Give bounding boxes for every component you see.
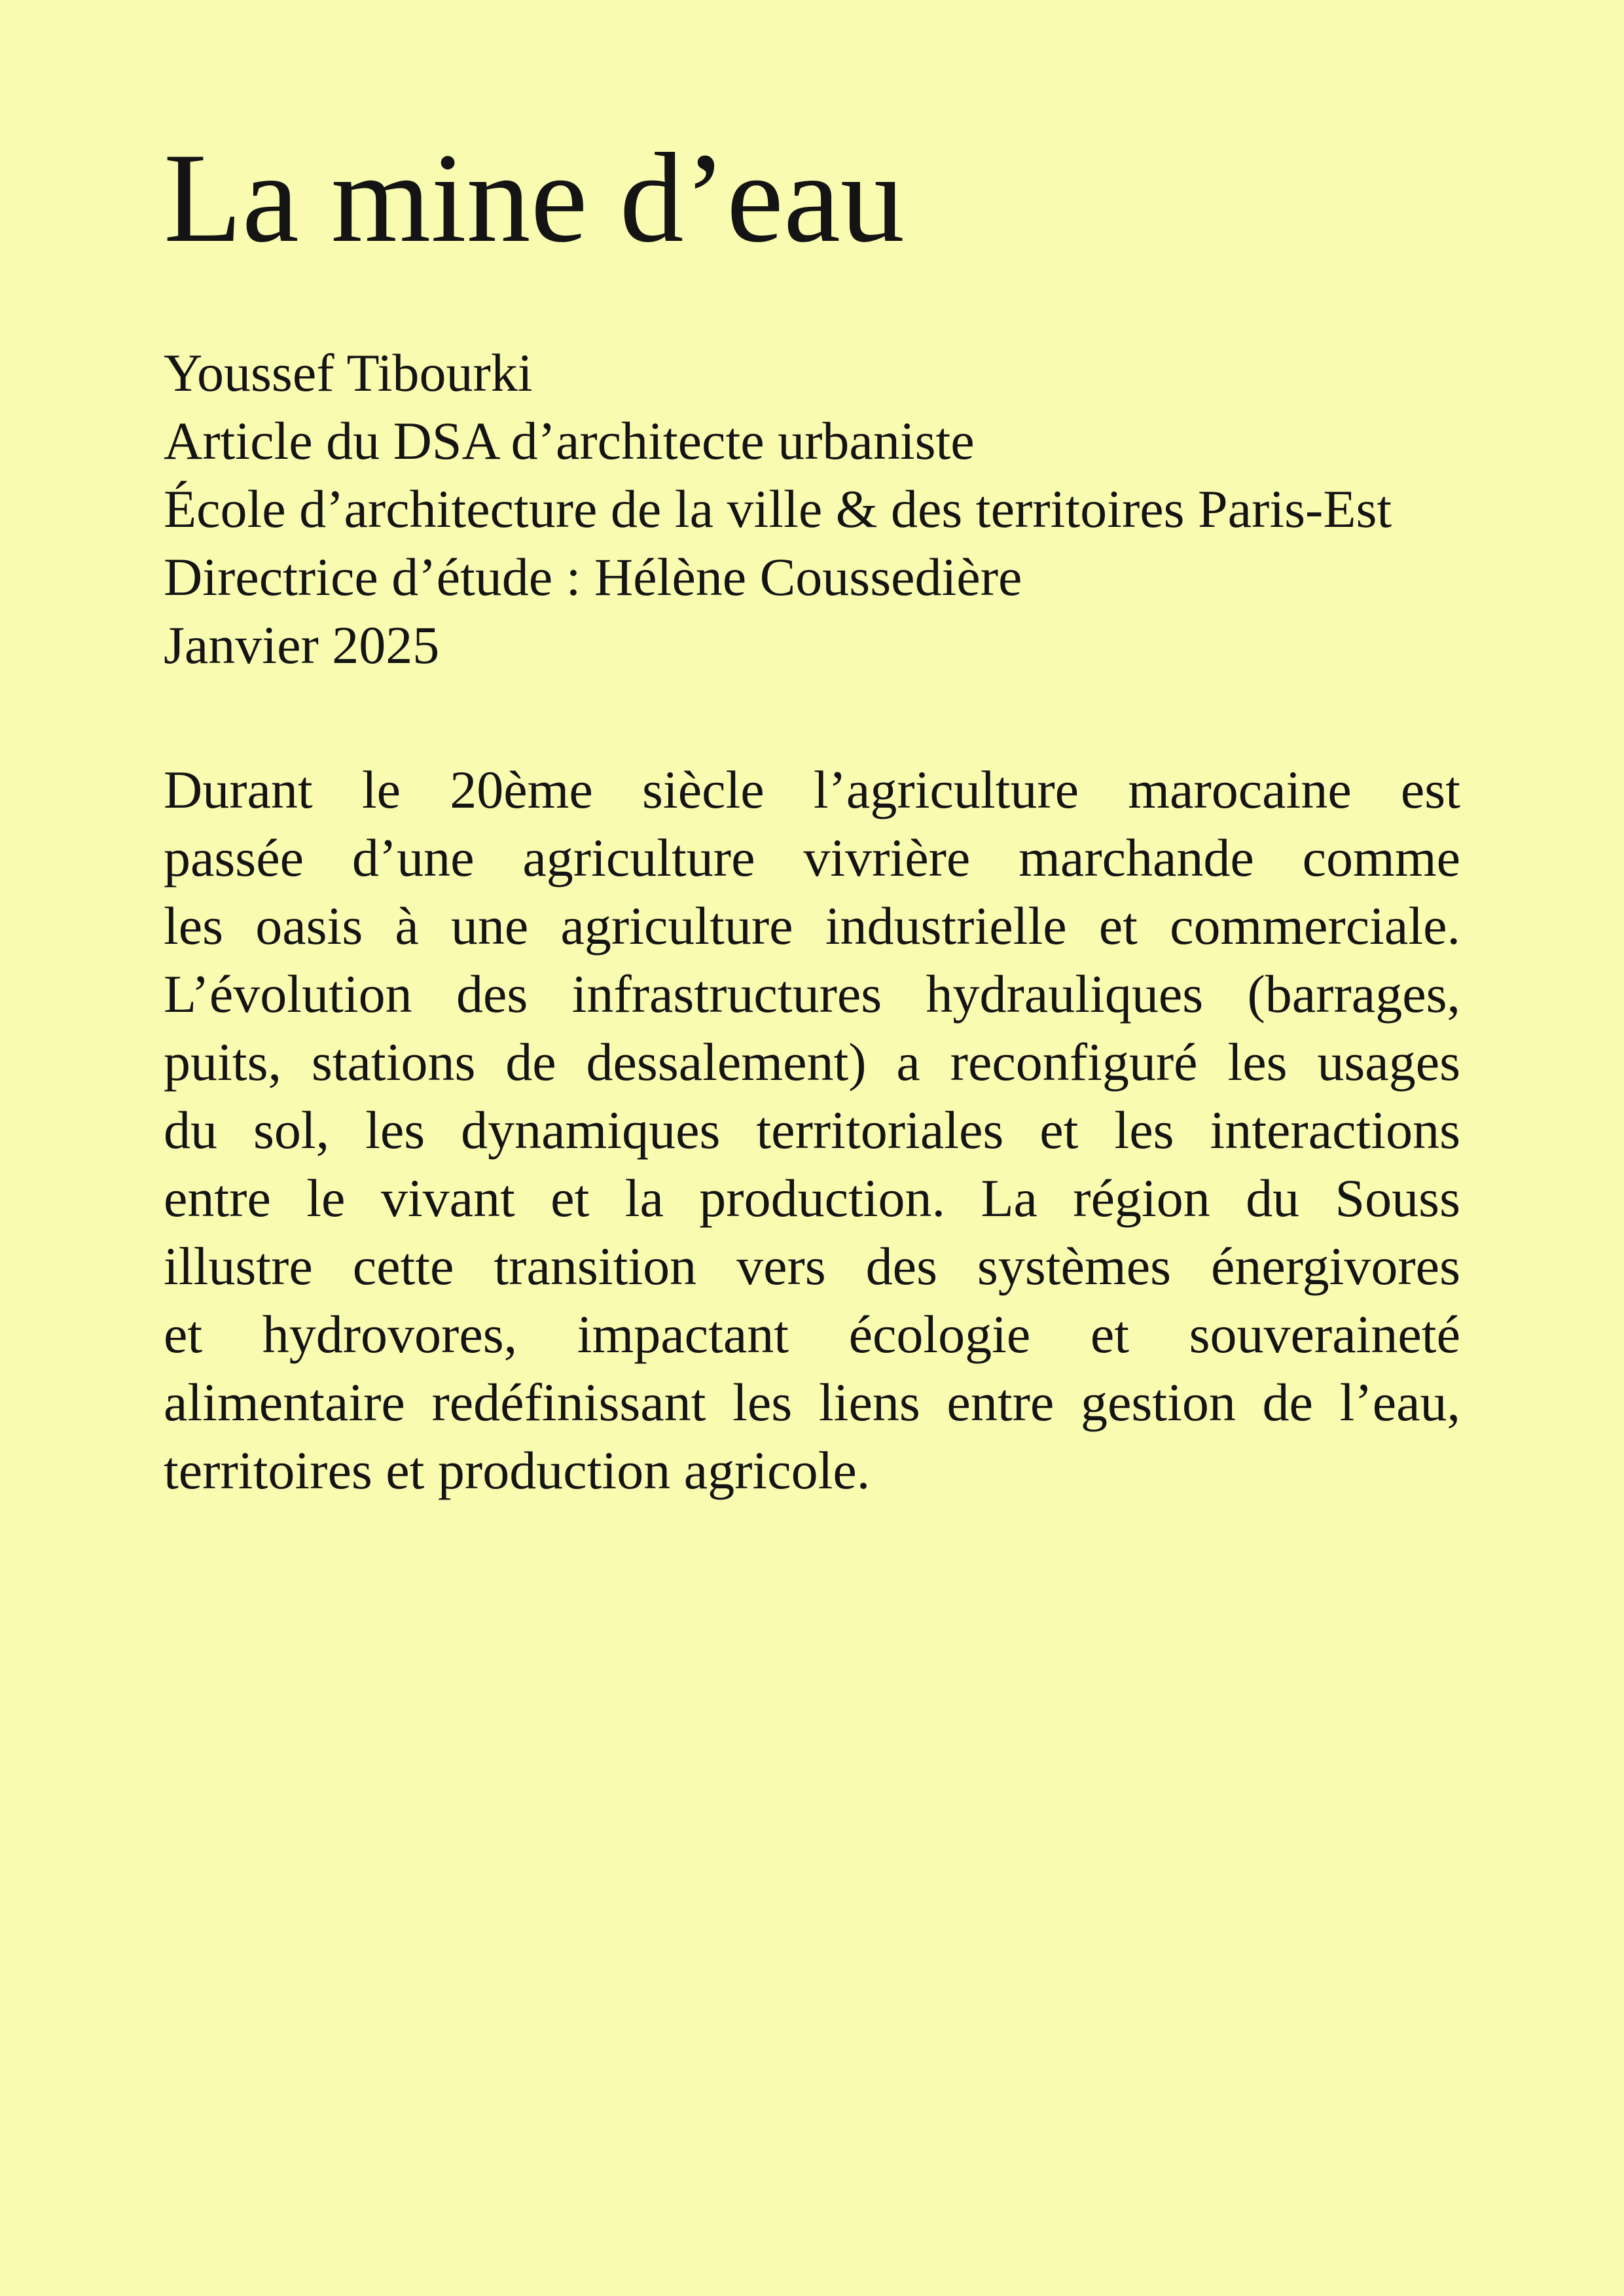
abstract-line: illustre cette transition vers des systèmes énergivores bbox=[164, 1236, 1460, 1296]
byline-line: Youssef Tibourki bbox=[164, 343, 533, 403]
abstract-line: alimentaire redéfinissant les liens entre gestion de l’eau, bbox=[164, 1372, 1460, 1432]
byline-line: École d’architecture de la ville & des territoires Paris-Est bbox=[164, 479, 1392, 539]
abstract-line: et hydrovores, impactant écologie et souveraineté bbox=[164, 1304, 1460, 1364]
abstract-line: les oasis à une agriculture industrielle et commerciale. bbox=[164, 896, 1460, 956]
abstract-paragraph bbox=[164, 756, 1460, 1505]
abstract-line: entre le vivant et la production. La région du Souss bbox=[164, 1168, 1460, 1228]
byline-block bbox=[164, 339, 1460, 679]
abstract-line: Durant le 20ème siècle l’agriculture marocaine est bbox=[164, 760, 1460, 819]
abstract-line: passée d’une agriculture vivrière marchande comme bbox=[164, 828, 1460, 888]
abstract-line: du sol, les dynamiques territoriales et les interactions bbox=[164, 1100, 1460, 1160]
page-title: La mine d’eau bbox=[164, 127, 905, 269]
abstract-line: territoires et production agricole. bbox=[164, 1441, 871, 1500]
byline-line: Janvier 2025 bbox=[164, 615, 440, 675]
abstract-line: L’évolution des infrastructures hydrauliques (barrages, bbox=[164, 964, 1460, 1024]
byline-line: Article du DSA d’architecte urbaniste bbox=[164, 411, 975, 471]
byline-line: Directrice d’étude : Hélène Coussedière bbox=[164, 547, 1022, 607]
abstract-line: puits, stations de dessalement) a reconfiguré les usages bbox=[164, 1032, 1460, 1092]
